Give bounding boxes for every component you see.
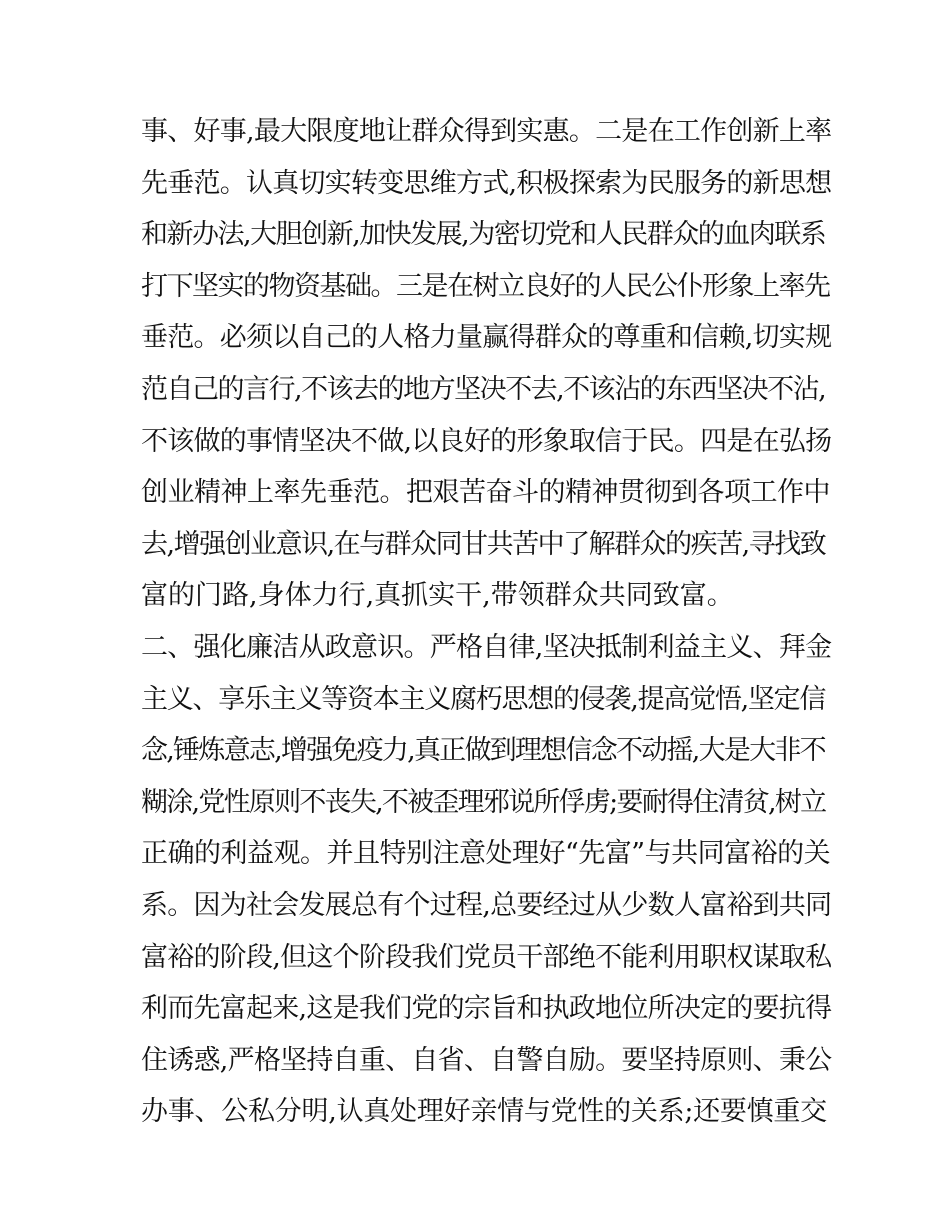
- text-line: 先垂范。认真切实转变思维方式,积极探索为民服务的新思想: [141, 167, 832, 199]
- text-line: 范自己的言行,不该去的地方坚决不去,不该沾的东西坚决不沾,: [141, 373, 826, 405]
- text-line: 念,锤炼意志,增强免疫力,真正做到理想信念不动摇,大是大非不: [141, 735, 825, 767]
- text-line: 创业精神上率先垂范。把艰苦奋斗的精神贯彻到各项工作中: [141, 477, 830, 509]
- text-line: 糊涂,党性原则不丧失,不被歪理邪说所俘虏;要耐得住清贫,树立: [141, 786, 826, 818]
- text-line: 垂范。必须以自己的人格力量赢得群众的尊重和信赖,切实规: [141, 322, 832, 354]
- section-heading-line: 二、强化廉洁从政意识。严格自律,坚决抵制利益主义、拜金: [141, 631, 832, 663]
- text-line: 正确的利益观。并且特别注意处理好“先富”与共同富裕的关: [141, 838, 831, 870]
- text-line: 系。因为社会发展总有个过程,总要经过从少数人富裕到共同: [141, 889, 832, 921]
- text-line: 利而先富起来,这是我们党的宗旨和执政地位所决定的要抗得: [141, 993, 832, 1025]
- text-line: 主义、享乐主义等资本主义腐朽思想的侵袭,提高觉悟,坚定信: [141, 683, 826, 715]
- text-line: 不该做的事情坚决不做,以良好的形象取信于民。四是在弘扬: [141, 425, 832, 457]
- text-line: 富的门路,身体力行,真抓实干,带领群众共同致富。: [141, 580, 734, 612]
- text-line: 事、好事,最大限度地让群众得到实惠。二是在工作创新上率: [141, 116, 832, 147]
- text-line: 富裕的阶段,但这个阶段我们党员干部绝不能利用职权谋取私: [141, 941, 832, 973]
- text-line: 住诱惑,严格坚持自重、自省、自警自励。要坚持原则、秉公: [141, 1044, 832, 1076]
- text-line: 去,增强创业意识,在与群众同甘共苦中了解群众的疾苦,寻找致: [141, 528, 826, 560]
- text-line: 打下坚实的物资基础。三是在树立良好的人民公仆形象上率先: [141, 270, 830, 302]
- text-line: 办事、公私分明,认真处理好亲情与党性的关系;还要慎重交: [141, 1096, 827, 1128]
- text-line: 和新办法,大胆创新,加快发展,为密切党和人民群众的血肉联系: [141, 219, 826, 251]
- body-text: [141, 106, 832, 1138]
